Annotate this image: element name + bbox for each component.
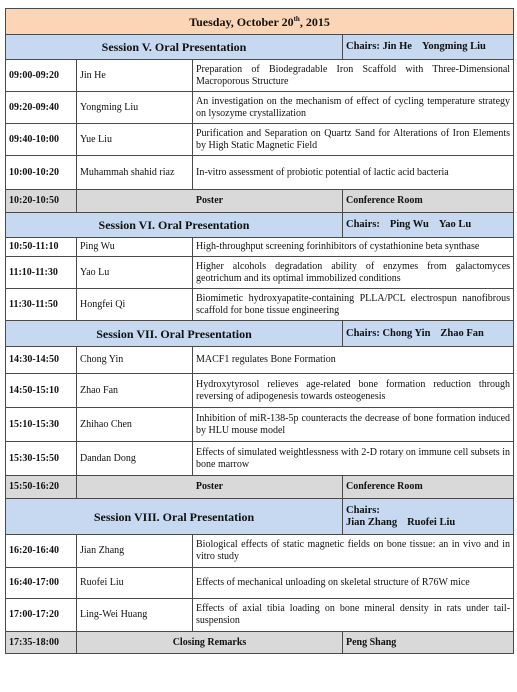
talk-speaker: Muhammah shahid riaz xyxy=(77,156,193,190)
table-row xyxy=(6,374,514,408)
session-title: Session VIII. Oral Presentation xyxy=(6,499,343,535)
session-header-row xyxy=(6,35,514,60)
chair-name: Chong Yin xyxy=(382,327,431,339)
talk-speaker: Ruofei Liu xyxy=(77,568,193,599)
talk-speaker: Dandan Dong xyxy=(77,442,193,476)
talk-title: MACF1 regulates Bone Formation xyxy=(193,347,514,374)
chair-name: Yao Lu xyxy=(438,219,472,230)
table-row xyxy=(6,257,514,289)
talk-title: Biomimetic hydroxyapatite-containing PLLA/PCL electrospun nanofibrous scaffold for bone tissue engineering xyxy=(193,289,514,321)
talk-time: 14:50-15:10 xyxy=(6,374,77,408)
session-header-row xyxy=(6,499,514,535)
talk-time: 14:30-14:50 xyxy=(6,347,77,374)
chairs-label: Chairs: xyxy=(346,41,380,52)
talk-title: Biological effects of static magnetic fields on bone tissue: an in vivo and in vitro study xyxy=(193,535,514,568)
day-weekday: Tuesday, October 20 xyxy=(189,14,294,29)
schedule-table xyxy=(5,8,514,654)
table-row xyxy=(6,442,514,476)
closing-row xyxy=(6,632,514,654)
chair-name: Ping Wu xyxy=(389,219,429,230)
session-title: Session VI. Oral Presentation xyxy=(6,213,343,238)
talk-speaker: Yongming Liu xyxy=(77,92,193,124)
table-row xyxy=(6,408,514,442)
talk-speaker: Zhao Fan xyxy=(77,374,193,408)
break-place: Conference Room xyxy=(343,476,514,499)
table-row xyxy=(6,60,514,92)
chair-name: Zhao Fan xyxy=(440,327,484,339)
talk-speaker: Jian Zhang xyxy=(77,535,193,568)
talk-time: 10:00-10:20 xyxy=(6,156,77,190)
talk-speaker: Hongfei Qi xyxy=(77,289,193,321)
talk-title: Purification and Separation on Quartz Sand for Alterations of Iron Elements by High Static Magnetic Field xyxy=(193,124,514,156)
table-row xyxy=(6,289,514,321)
session-chairs xyxy=(343,321,514,347)
chairs-names xyxy=(346,517,510,529)
talk-title: Effects of mechanical unloading on skeletal structure of R76W mice xyxy=(193,568,514,599)
table-row xyxy=(6,124,514,156)
talk-speaker: Chong Yin xyxy=(77,347,193,374)
chair-name: Jian Zhang xyxy=(346,516,398,528)
talk-title: Effects of simulated weightlessness with 2-D rotary on immune cell subsets in bone marrow xyxy=(193,442,514,476)
break-place: Conference Room xyxy=(343,190,514,213)
talk-time: 09:40-10:00 xyxy=(6,124,77,156)
table-row xyxy=(6,599,514,632)
talk-time: 17:00-17:20 xyxy=(6,599,77,632)
talk-time: 11:30-11:50 xyxy=(6,289,77,321)
chairs-label: Chairs: xyxy=(346,327,380,339)
session-header-row xyxy=(6,213,514,238)
day-header xyxy=(6,9,514,35)
talk-title: Inhibition of miR-138-5p counteracts the decrease of bone formation induced by HLU mouse model xyxy=(193,408,514,442)
session-header-row xyxy=(6,321,514,347)
table-row xyxy=(6,156,514,190)
day-year: , 2015 xyxy=(299,14,330,29)
day-header-row xyxy=(6,9,514,35)
chair-name: Jin He xyxy=(382,41,412,52)
break-time: 10:20-10:50 xyxy=(6,190,77,213)
talk-title: An investigation on the mechanism of effect of cycling temperature strategy on lysozyme crystallization xyxy=(193,92,514,124)
break-label: Poster xyxy=(77,476,343,499)
break-label: Poster xyxy=(77,190,343,213)
talk-time: 11:10-11:30 xyxy=(6,257,77,289)
closing-person: Peng Shang xyxy=(343,632,514,654)
closing-time: 17:35-18:00 xyxy=(6,632,77,654)
talk-title: Effects of axial tibia loading on bone mineral density in rats under tail-suspension xyxy=(193,599,514,632)
table-row xyxy=(6,568,514,599)
talk-speaker: Jin He xyxy=(77,60,193,92)
break-row xyxy=(6,190,514,213)
talk-time: 09:20-09:40 xyxy=(6,92,77,124)
talk-title: Preparation of Biodegradable Iron Scaffold with Three-Dimensional Macroporous Structure xyxy=(193,60,514,92)
talk-time: 10:50-11:10 xyxy=(6,238,77,257)
chairs-label: Chairs: xyxy=(346,504,380,516)
table-row xyxy=(6,347,514,374)
chairs-label: Chairs: xyxy=(346,219,380,230)
talk-speaker: Ling-Wei Huang xyxy=(77,599,193,632)
talk-time: 09:00-09:20 xyxy=(6,60,77,92)
session-title: Session VII. Oral Presentation xyxy=(6,321,343,347)
day-ordinal: th xyxy=(293,14,300,23)
chair-name: Yongming Liu xyxy=(421,41,486,52)
talk-time: 16:40-17:00 xyxy=(6,568,77,599)
table-row xyxy=(6,92,514,124)
break-row xyxy=(6,476,514,499)
session-chairs xyxy=(343,499,514,535)
talk-speaker: Ping Wu xyxy=(77,238,193,257)
session-chairs xyxy=(343,35,514,60)
talk-time: 16:20-16:40 xyxy=(6,535,77,568)
closing-label: Closing Remarks xyxy=(77,632,343,654)
talk-title: High-throughput screening forinhibitors of cystathionine beta synthase xyxy=(193,238,514,257)
talk-speaker: Yao Lu xyxy=(77,257,193,289)
talk-time: 15:30-15:50 xyxy=(6,442,77,476)
talk-speaker: Zhihao Chen xyxy=(77,408,193,442)
talk-title: In-vitro assessment of probiotic potential of lactic acid bacteria xyxy=(193,156,514,190)
session-chairs xyxy=(343,213,514,238)
table-row xyxy=(6,238,514,257)
talk-speaker: Yue Liu xyxy=(77,124,193,156)
talk-time: 15:10-15:30 xyxy=(6,408,77,442)
talk-title: Higher alcohols degradation ability of enzymes from galactomyces geotrichum and its optimal immobilized conditions xyxy=(193,257,514,289)
session-title: Session V. Oral Presentation xyxy=(6,35,343,60)
talk-title: Hydroxytyrosol relieves age-related bone formation reduction through reversing of adipogenesis towards osteogenesis xyxy=(193,374,514,408)
table-row xyxy=(6,535,514,568)
chair-name: Ruofei Liu xyxy=(407,516,456,528)
break-time: 15:50-16:20 xyxy=(6,476,77,499)
